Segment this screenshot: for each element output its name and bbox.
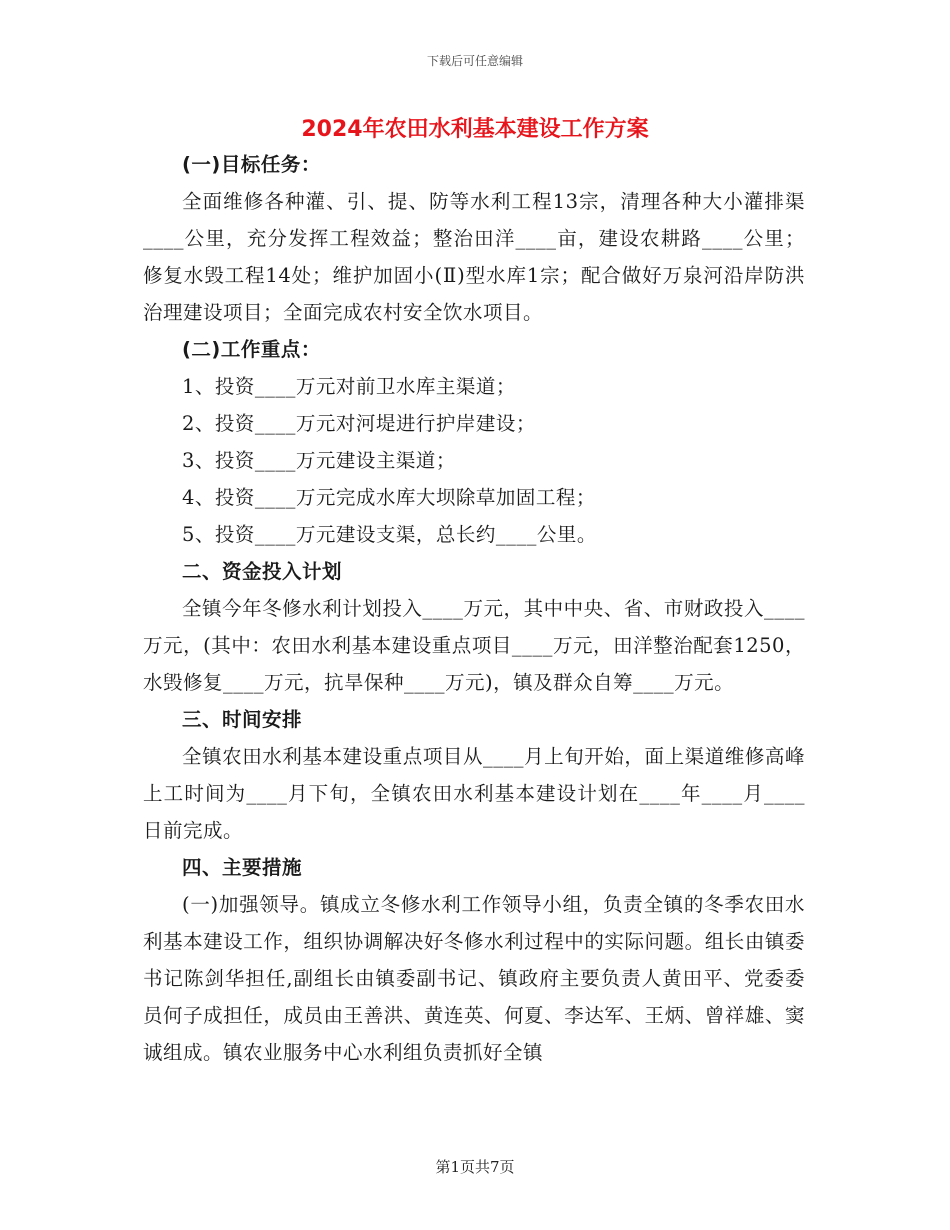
measures-paragraph: (一)加强领导。镇成立冬修水利工作领导小组，负责全镇的冬季农田水利基本建设工作，组织协调解决好冬修水利过程中的实际问题。组长由镇委书记陈剑华担任,副组长由镇委副书记、镇政府主要负责人黄田平、党委委员何子成担任，成员由王善洪、黄连英、何夏、李达军、王炳、曾祥雄、窦诚组成。镇农业服务中心水利组负责抓好全镇 xyxy=(143,893,805,1064)
funding-paragraph: 全镇今年冬修水利计划投入____万元，其中中央、省、市财政投入____万元，(其中：农田水利基本建设重点项目____万元，田洋整治配套1250，水毁修复____万元，抗旱保种____万元)，镇及群众自筹____万元。 xyxy=(143,597,805,694)
list-item: 3、投资____万元建设主渠道； xyxy=(182,449,456,472)
section-heading-measures: 四、主要措施 xyxy=(182,856,303,879)
section-heading-key-work: (二)工作重点： xyxy=(182,338,321,361)
document-title: 2024年农田水利基本建设工作方案 xyxy=(301,117,649,142)
section-heading-schedule: 三、时间安排 xyxy=(182,708,303,731)
section-heading-goals: (一)目标任务： xyxy=(182,153,321,176)
schedule-paragraph: 全镇农田水利基本建设重点项目从____月上旬开始，面上渠道维修高峰上工时间为____月下旬，全镇农田水利基本建设计划在____年____月____日前完成。 xyxy=(143,745,805,842)
list-item: 1、投资____万元对前卫水库主渠道； xyxy=(182,375,516,398)
section-heading-funding: 二、资金投入计划 xyxy=(182,560,343,583)
list-item: 5、投资____万元建设支渠，总长约____公里。 xyxy=(182,523,597,546)
list-item: 4、投资____万元完成水库大坝除草加固工程； xyxy=(182,486,596,509)
list-item: 2、投资____万元对河堤进行护岸建设； xyxy=(182,412,536,435)
page-number: 第1页共7页 xyxy=(435,1158,515,1176)
header-note: 下载后可任意编辑 xyxy=(426,54,523,68)
document-body xyxy=(143,146,805,1071)
goals-paragraph: 全面维修各种灌、引、提、防等水利工程13宗，清理各种大小灌排渠____公里，充分发挥工程效益；整治田洋____亩，建设农耕路____公里；修复水毁工程14处；维护加固小(Ⅱ)型水库1宗；配合做好万泉河沿岸防洪治理建设项目；全面完成农村安全饮水项目。 xyxy=(143,190,805,324)
